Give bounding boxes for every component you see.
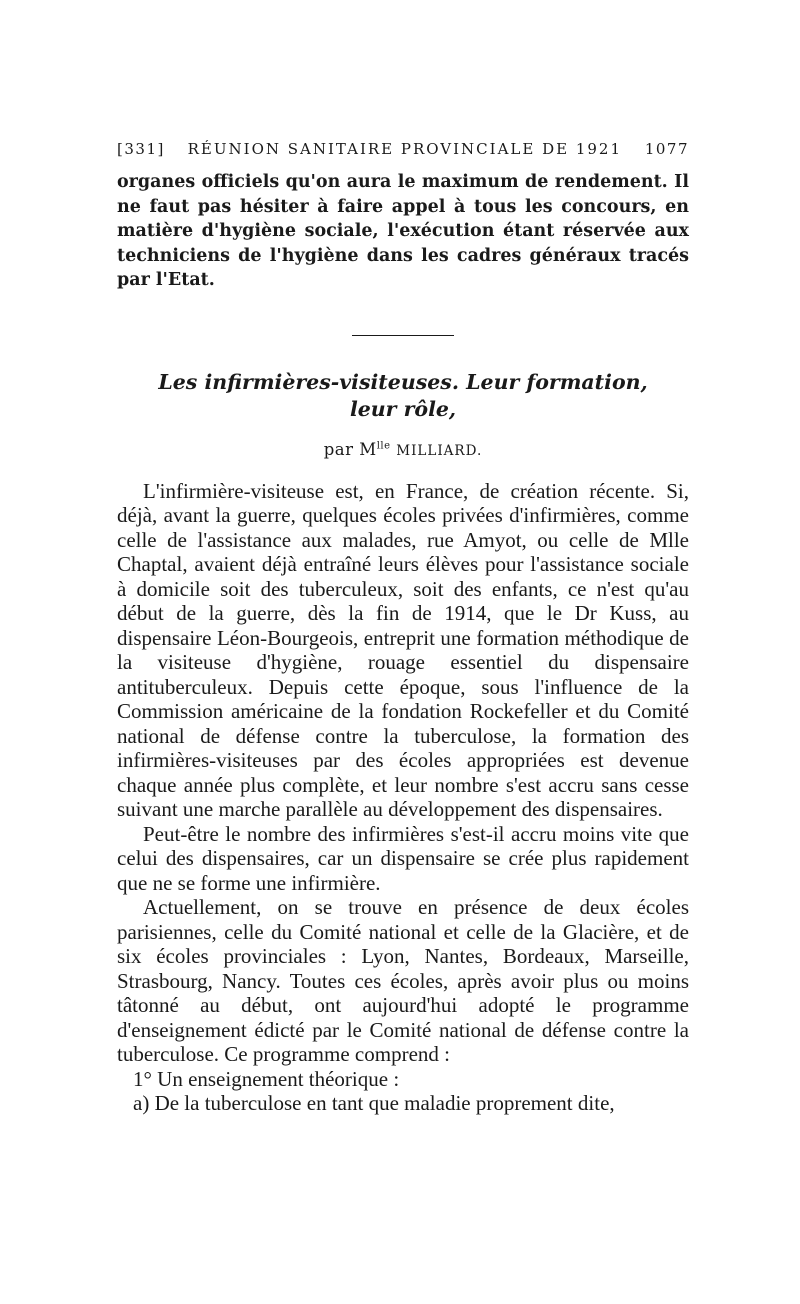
article-body	[117, 479, 689, 1116]
body-paragraph-1: L'infirmière-visiteuse est, en France, de création récente. Si, déjà, avant la guerre, quelques écoles privées d'infirmières, comme celle de l'assistance aux malades, rue Amyot, ou celle de Mlle Chaptal, avaient déjà entraîné leurs élèves pour l'assistance sociale à domicile soit des tuberculeux, soit des enfants, ce n'est qu'au début de la guerre, dès la fin de 1914, que le Dr Kuss, au dispensaire Léon-Bourgeois, entreprit une formation méthodique de la visiteuse d'hygiène, rouage essentiel du dispensaire antituberculeux. Depuis cette époque, sous l'influence de la Commission américaine de la fondation Rockefeller et du Comité national de défense contre la tuberculose, la formation des infirmières-visiteuses par des écoles appropriées est devenue chaque année plus complète, et leur nombre s'est accru sans cesse suivant une marche parallèle au développement des dispensaires.	[117, 478, 689, 821]
running-header	[117, 140, 689, 158]
body-paragraph-3: Actuellement, on se trouve en présence de deux écoles parisiennes, celle du Comité national et celle de la Glacière, et de six écoles provinciales : Lyon, Nantes, Bordeaux, Marseille, Strasbourg, Nancy. Toutes ces écoles, après avoir plus ou moins tâtonné au début, ont aujourd'hui adopté le programme d'enseignement édicté par le Comité national de défense contre la tuberculose. Ce programme comprend :	[117, 895, 689, 1066]
running-title: RÉUNION SANITAIRE PROVINCIALE DE 1921	[187, 140, 623, 158]
byline-honorific-sup: lle	[376, 440, 391, 451]
page-number: 1077	[644, 140, 689, 158]
article-title-line-1: Les infirmières-visiteuses. Leur formation,	[158, 369, 648, 394]
author-name: MILLIARD.	[396, 442, 483, 459]
author-byline	[117, 440, 689, 459]
page-reference: [331]	[117, 140, 165, 158]
article-title-line-2: leur rôle,	[349, 396, 457, 421]
section-divider	[352, 335, 454, 336]
byline-prefix: par M	[323, 439, 377, 459]
body-paragraph-2: Peut-être le nombre des infirmières s'est-il accru moins vite que celui des dispensaires, car un dispensaire se crée plus rapidement que ne se forme une infirmière.	[117, 821, 689, 895]
intro-paragraph: organes officiels qu'on aura le maximum de rendement. Il ne faut pas hésiter à faire appel à tous les concours, en matière d'hygiène sociale, l'exécution étant réservée aux techniciens de l'hygiène dans les cadres généraux tracés par l'Etat.	[117, 172, 689, 290]
document-page	[117, 140, 689, 1116]
article-title	[117, 369, 689, 423]
list-item-a: a) De la tuberculose en tant que maladie proprement dite,	[133, 1091, 615, 1115]
list-item-1: 1° Un enseignement théorique :	[133, 1066, 400, 1091]
intro-paragraph-block	[117, 170, 689, 293]
